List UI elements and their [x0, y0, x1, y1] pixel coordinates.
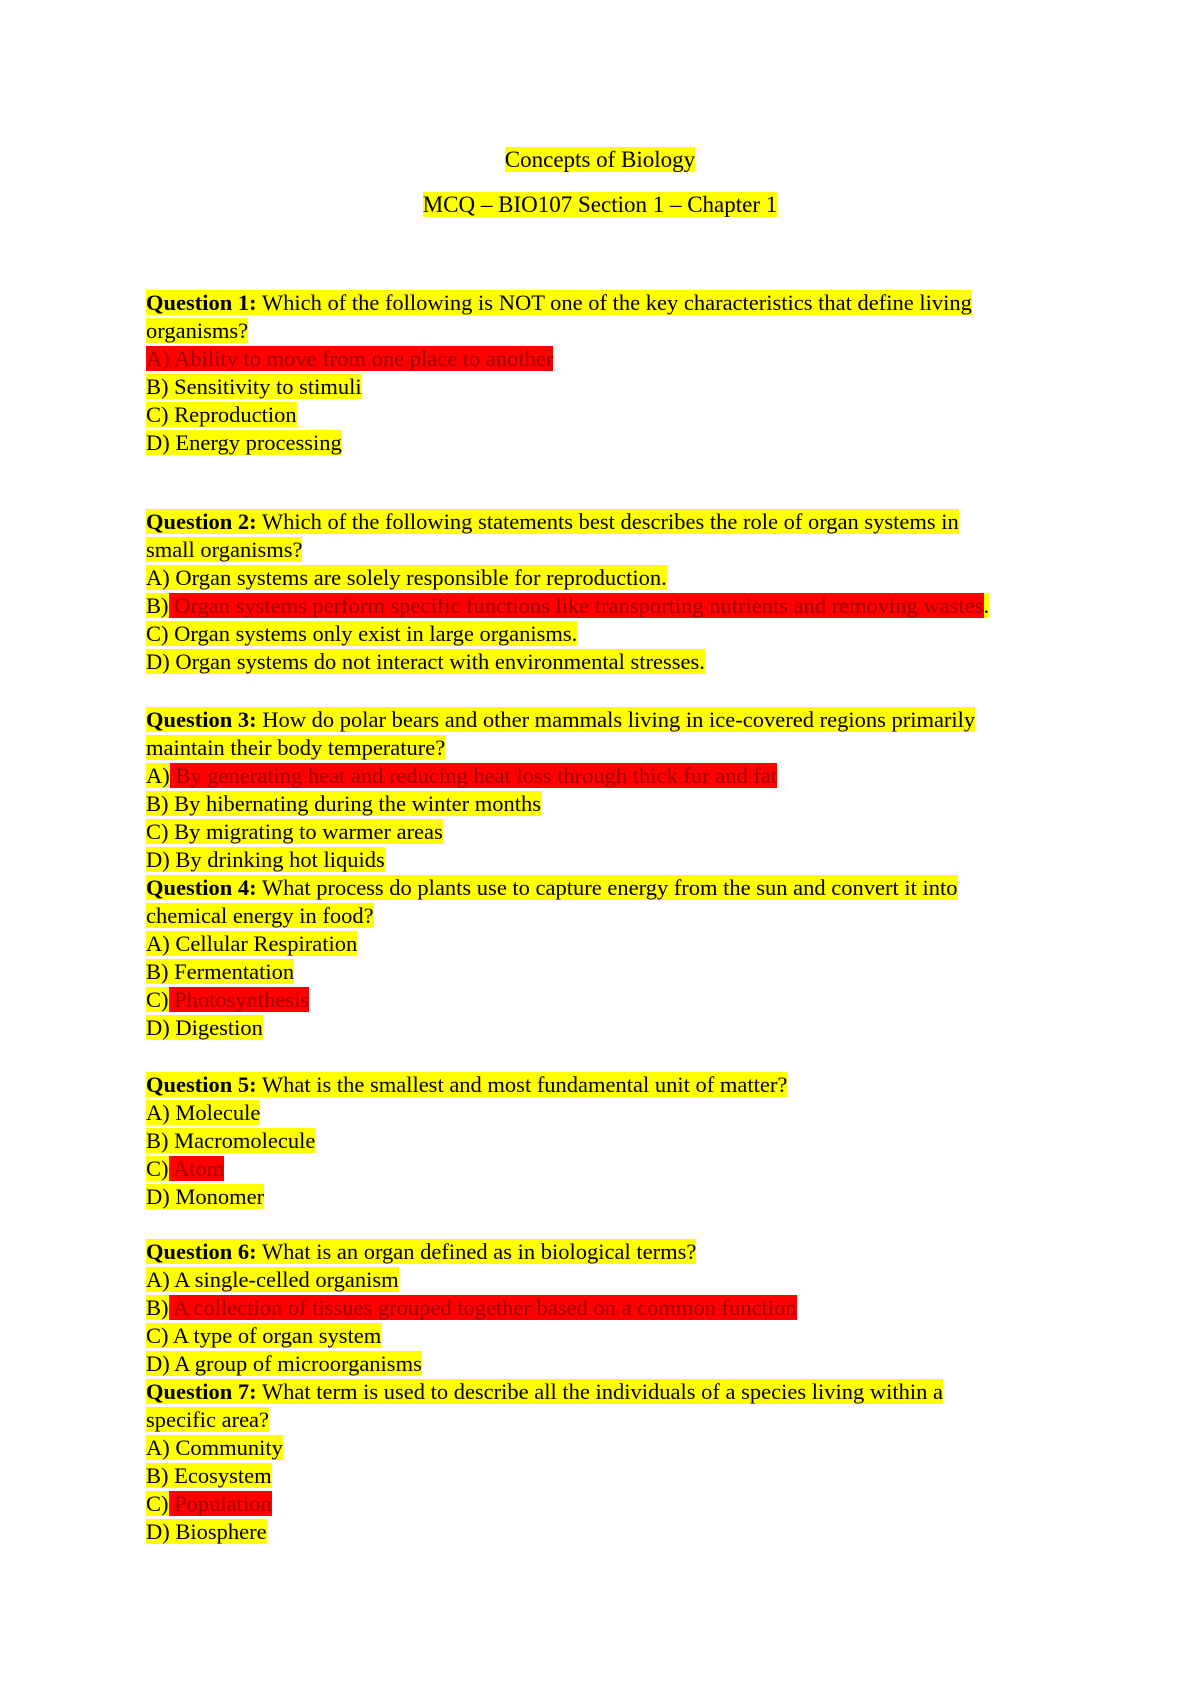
option-letter: C): [146, 819, 169, 844]
question-stem-cont: [146, 536, 1066, 564]
option-letter: B): [146, 593, 169, 618]
option-letter: D): [146, 430, 170, 455]
option-text: Sensitivity to stimuli: [168, 374, 362, 399]
option-text: Population: [168, 1491, 272, 1516]
question-text-line2: maintain their body temperature?: [146, 735, 446, 760]
option-text: A collection of tissues grouped together based on a common function: [168, 1295, 797, 1320]
option-letter: B): [146, 374, 169, 399]
question-label: Question 4:: [146, 875, 257, 900]
option-d: [146, 1183, 1066, 1211]
option-text: Energy processing: [169, 430, 342, 455]
option-letter: B): [146, 1295, 169, 1320]
option-c: [146, 401, 1066, 429]
question-2: [146, 508, 1066, 676]
option-a: [146, 762, 1066, 790]
question-1: [146, 289, 1066, 457]
option-text: Monomer: [169, 1184, 265, 1209]
document-subtitle: MCQ – BIO107 Section 1 – Chapter 1: [422, 192, 778, 217]
option-text: By migrating to warmer areas: [168, 819, 443, 844]
option-letter: B): [146, 1128, 169, 1153]
option-text: Photosynthesis: [168, 987, 310, 1012]
option-b: [146, 1294, 1066, 1322]
option-a: [146, 345, 1066, 373]
question-text-line1: What process do plants use to capture energy from the sun and convert it into: [256, 875, 958, 900]
option-text: Organ systems perform specific functions like transporting nutrients and removing wastes: [168, 593, 984, 618]
option-text: Macromolecule: [168, 1128, 316, 1153]
option-letter: C): [146, 1156, 169, 1181]
option-letter: C): [146, 402, 169, 427]
option-c: [146, 818, 1066, 846]
option-d: [146, 648, 1066, 676]
option-a: [146, 1434, 1066, 1462]
option-letter: D): [146, 1184, 170, 1209]
question-label: Question 7:: [146, 1379, 257, 1404]
option-letter: A): [146, 1267, 170, 1292]
option-letter: A): [146, 1435, 170, 1460]
question-text-line1: Which of the following is NOT one of the key characteristics that define living: [256, 290, 972, 315]
option-d: [146, 1518, 1066, 1546]
question-stem: [146, 289, 1066, 317]
question-text-line1: What term is used to describe all the individuals of a species living within a: [256, 1379, 943, 1404]
question-label: Question 5:: [146, 1072, 257, 1097]
option-c: [146, 1490, 1066, 1518]
option-text: Organ systems are solely responsible for reproduction.: [169, 565, 667, 590]
question-label: Question 2:: [146, 509, 257, 534]
document-title-row: [0, 146, 1200, 174]
option-letter: C): [146, 987, 169, 1012]
option-text: By generating heat and reducing heat loss through thick fur and fat: [169, 763, 778, 788]
option-text: Fermentation: [168, 959, 295, 984]
option-a: [146, 1266, 1066, 1294]
question-5: [146, 1071, 1066, 1211]
option-d: [146, 846, 1066, 874]
question-stem-cont: [146, 902, 1066, 930]
question-text-line1: Which of the following statements best describes the role of organ systems in: [256, 509, 959, 534]
option-text: Atom: [168, 1156, 225, 1181]
option-text: By hibernating during the winter months: [168, 791, 541, 816]
question-text-line2: chemical energy in food?: [146, 903, 374, 928]
option-letter: A): [146, 565, 170, 590]
question-3: [146, 706, 1066, 874]
option-b: [146, 1462, 1066, 1490]
question-6: [146, 1238, 1066, 1378]
option-text: A type of organ system: [168, 1323, 382, 1348]
option-text: Biosphere: [169, 1519, 267, 1544]
option-a: [146, 564, 1066, 592]
option-letter: D): [146, 847, 170, 872]
option-letter: A): [146, 1100, 170, 1125]
option-text: A group of microorganisms: [169, 1351, 422, 1376]
option-letter: D): [146, 1351, 170, 1376]
question-stem-cont: [146, 734, 1066, 762]
option-a: [146, 930, 1066, 958]
option-letter: A): [146, 346, 170, 371]
option-a: [146, 1099, 1066, 1127]
option-text: By drinking hot liquids: [169, 847, 385, 872]
option-b: [146, 1127, 1066, 1155]
question-stem: [146, 508, 1066, 536]
question-text-line2: specific area?: [146, 1407, 270, 1432]
option-letter: A): [146, 931, 170, 956]
option-letter: D): [146, 1519, 170, 1544]
document-title: Concepts of Biology: [504, 147, 696, 172]
question-stem: [146, 874, 1066, 902]
option-letter: B): [146, 959, 169, 984]
option-d: [146, 1014, 1066, 1042]
question-label: Question 3:: [146, 707, 257, 732]
question-text-line1: What is an organ defined as in biological terms?: [256, 1239, 697, 1264]
question-stem: [146, 706, 1066, 734]
option-letter: C): [146, 621, 169, 646]
option-b: [146, 373, 1066, 401]
option-d: [146, 429, 1066, 457]
question-4: [146, 874, 1066, 1042]
option-letter: C): [146, 1323, 169, 1348]
question-label: Question 1:: [146, 290, 257, 315]
option-b: [146, 958, 1066, 986]
question-text-line1: What is the smallest and most fundamental unit of matter?: [256, 1072, 788, 1097]
option-text: Digestion: [169, 1015, 263, 1040]
question-text-line2: small organisms?: [146, 537, 303, 562]
option-text: Community: [169, 1435, 283, 1460]
option-letter: C): [146, 1491, 169, 1516]
question-text-line2: organisms?: [146, 318, 249, 343]
option-c: [146, 1155, 1066, 1183]
option-d: [146, 1350, 1066, 1378]
question-stem-cont: [146, 317, 1066, 345]
option-b: [146, 592, 1066, 620]
option-text: Ecosystem: [168, 1463, 272, 1488]
document-subtitle-row: [0, 191, 1200, 219]
option-c: [146, 620, 1066, 648]
option-letter: D): [146, 1015, 170, 1040]
option-text: Molecule: [169, 1100, 261, 1125]
question-7: [146, 1378, 1066, 1546]
option-text: A single-celled organism: [169, 1267, 399, 1292]
option-letter: B): [146, 791, 169, 816]
option-text: Reproduction: [168, 402, 297, 427]
option-text: Cellular Respiration: [169, 931, 358, 956]
question-text-line1: How do polar bears and other mammals living in ice-covered regions primarily: [256, 707, 976, 732]
question-stem: [146, 1071, 1066, 1099]
option-text: Ability to move from one place to another: [169, 346, 554, 371]
option-tail: .: [983, 593, 990, 618]
question-label: Question 6:: [146, 1239, 257, 1264]
option-text: Organ systems do not interact with environmental stresses.: [169, 649, 705, 674]
option-letter: D): [146, 649, 170, 674]
question-stem: [146, 1378, 1066, 1406]
option-letter: B): [146, 1463, 169, 1488]
option-c: [146, 986, 1066, 1014]
option-text: Organ systems only exist in large organisms.: [168, 621, 578, 646]
option-c: [146, 1322, 1066, 1350]
option-b: [146, 790, 1066, 818]
question-stem: [146, 1238, 1066, 1266]
question-stem-cont: [146, 1406, 1066, 1434]
option-letter: A): [146, 763, 170, 788]
